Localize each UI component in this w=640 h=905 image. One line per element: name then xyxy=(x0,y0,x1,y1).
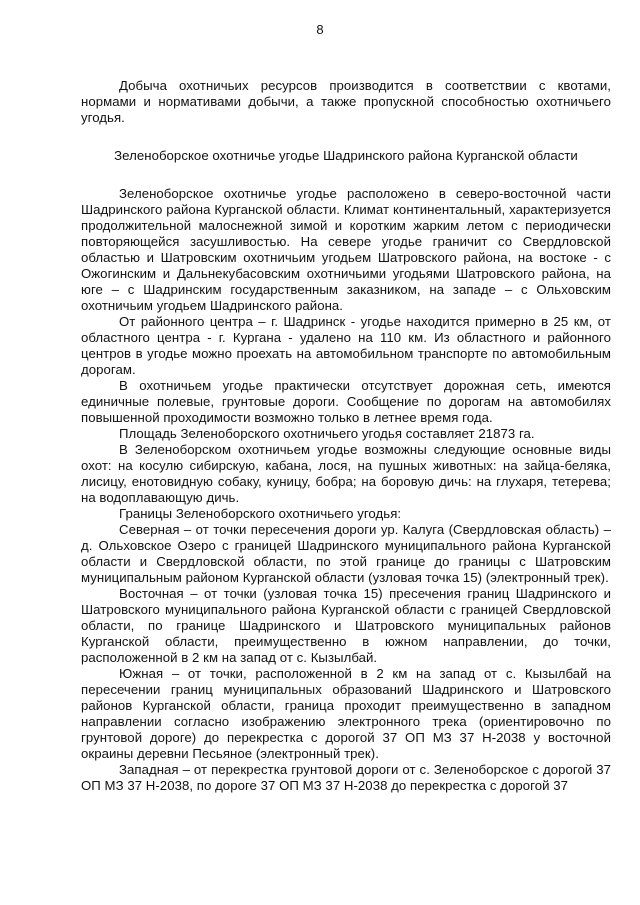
paragraph-border-east: Восточная – от точки (узловая точка 15) пресечения границ Шадринского и Шатровского муниципального района Курганской области с границей Свердловской области, по границе Шадринского и Шатровского муниципальных районов Курганской области, преимущественно в южном направлении, до точки, расположенной в 2 км на запад от с. Кызылбай. xyxy=(81,586,611,665)
page-number: 8 xyxy=(316,22,324,37)
paragraph-distance: От районного центра – г. Шадринск - угодье находится примерно в 25 км, от областного центра - г. Кургана - удалено на 110 км. Из областного и районного центров в угодье можно проехать на автомобильном транспорте по автомобильным дорогам. xyxy=(81,314,611,377)
intro-paragraph: Добыча охотничьих ресурсов производится в соответствии с квотами, нормами и нормативами добычи, а также пропускной способностью охотничьего угодья. xyxy=(81,78,611,125)
paragraph-borders-heading: Границы Зеленоборского охотничьего угодья: xyxy=(119,506,402,521)
paragraph-border-north: Северная – от точки пересечения дороги ур. Калуга (Свердловская область) – д. Ольховское Озеро с границей Шадринского муниципального района Курганской области и Свердловской области, по этой границе до границы с Шатровским муниципальным районом Курганской области (узловая точка 15) (электронный трек). xyxy=(81,522,611,585)
paragraph-border-west: Западная – от перекрестка грунтовой дороги от с. Зеленоборское с дорогой 37 ОП МЗ 37 Н-2038, по дороге 37 ОП МЗ 37 Н-2038 до перекрестка с дорогой 37 xyxy=(81,762,611,793)
paragraph-location: Зеленоборское охотничье угодье расположено в северо-восточной части Шадринского района Курганской области. Климат континентальный, характеризуется продолжительной малоснежной зимой и коротким жарким летом с периодически повторяющейся засушливостью. На севере угодье граничит со Свердловской областью и Шатровским охотничьим угодьем Шатровского района, на востоке - с Ожогинским и Дальнекубасовским охотничьими угодьями Шатровского района, на юге – с Шадринским государственным заказником, на западе – с Ольховским охотничьим угодьем Шадринского района. xyxy=(81,186,611,313)
paragraph-hunting-types: В Зеленоборском охотничьем угодье возможны следующие основные виды охот: на косулю сибирскую, кабана, лося, на пушных животных: на зайца-беляка, лисицу, енотовидную собаку, куницу, бобра; на боровую дичь: на глухаря, тетерева; на водоплавающую дичь. xyxy=(81,442,611,505)
section-title: Зеленоборское охотничье угодье Шадринского района Курганской области xyxy=(114,148,578,163)
paragraph-area: Площадь Зеленоборского охотничьего угодья составляет 21873 га. xyxy=(119,426,535,441)
document-body xyxy=(81,78,611,794)
paragraph-border-south: Южная – от точки, расположенной в 2 км на запад от с. Кызылбай на пересечении границ муниципальных образований Шадринского и Шатровского районов Курганской области, граница проходит преимущественно в западном направлении согласно изображению электронного трека (ориентировочно по грунтовой дороге) до перекрестка с дорогой 37 ОП МЗ 37 Н-2038 у восточной окраины деревни Песьяное (электронный трек). xyxy=(81,666,611,761)
paragraph-roads: В охотничьем угодье практически отсутствует дорожная сеть, имеются единичные полевые, грунтовые дороги. Сообщение по дорогам на автомобилях повышенной проходимости возможно только в летнее время года. xyxy=(81,378,611,425)
